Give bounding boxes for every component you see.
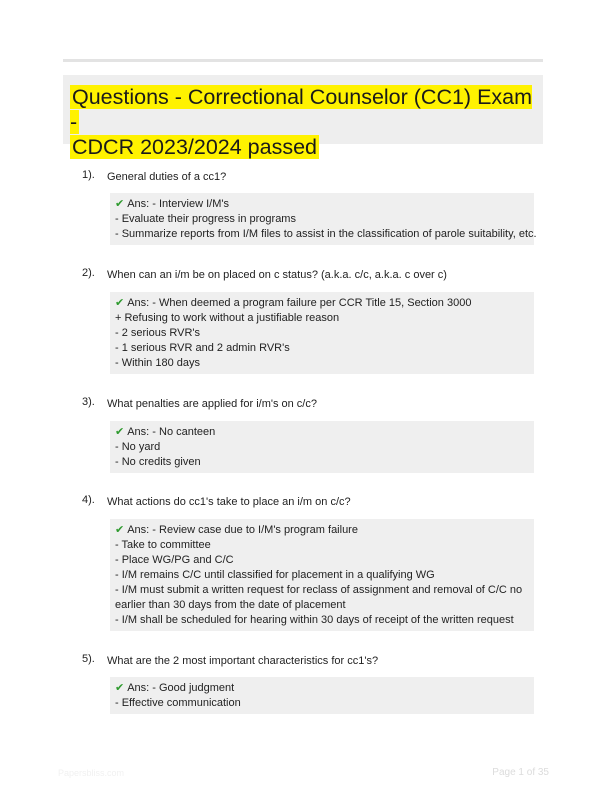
- question-text: When can an i/m be on placed on c status? (a.k.a. c/c, a.k.a. c over c): [107, 269, 447, 281]
- checkmark-icon: ✔: [115, 681, 125, 694]
- question-text: General duties of a cc1?: [107, 171, 227, 183]
- answer-line: - 2 serious RVR's: [115, 327, 201, 339]
- answer-line: + Refusing to work without a justifiable reason: [115, 312, 340, 324]
- title-line-1: Questions - Correctional Counselor (CC1) Exam -: [70, 85, 533, 134]
- answer-line: - No credits given: [115, 456, 201, 468]
- answer-box: [110, 519, 534, 631]
- answer-line: ✔ Ans: - When deemed a program failure per CCR Title 15, Section 3000: [115, 296, 472, 309]
- page-number: Page 1 of 35: [492, 767, 549, 778]
- answer-line: ✔ Ans: - Interview I/M's: [115, 197, 229, 210]
- checkmark-icon: ✔: [115, 296, 125, 309]
- answer-line: - No yard: [115, 441, 161, 453]
- top-divider: [63, 59, 543, 62]
- answer-line: - Place WG/PG and C/C: [115, 554, 234, 566]
- question-text: What penalties are applied for i/m's on c/c?: [107, 398, 317, 410]
- title-line-2: CDCR 2023/2024 passed: [72, 135, 318, 159]
- page-title: [70, 85, 540, 160]
- footer-site: Papersbliss.com: [58, 768, 125, 778]
- question-text: What are the 2 most important characteristics for cc1's?: [107, 655, 379, 667]
- question-number: 4).: [82, 494, 95, 506]
- checkmark-icon: ✔: [115, 197, 125, 210]
- answer-line: - Effective communication: [115, 697, 241, 709]
- answer-line: - Take to committee: [115, 539, 211, 551]
- answer-line: - Evaluate their progress in programs: [115, 213, 296, 225]
- answer-box: [110, 677, 534, 714]
- answer-line: - Within 180 days: [115, 357, 200, 369]
- question-number: 2).: [82, 267, 95, 279]
- checkmark-icon: ✔: [115, 425, 125, 438]
- checkmark-icon: ✔: [115, 523, 125, 536]
- answer-line: - I/M shall be scheduled for hearing within 30 days of receipt of the written request: [115, 614, 514, 626]
- answer-line: ✔ Ans: - Good judgment: [115, 681, 235, 694]
- answer-line: - Summarize reports from I/M files to assist in the classification of parole suitability, etc.: [115, 228, 537, 240]
- question-text: What actions do cc1's take to place an i/m on c/c?: [107, 496, 351, 508]
- answer-line: - I/M must submit a written request for reclass of assignment and removal of C/C no earlier than 30 days from the date of placement: [115, 584, 523, 611]
- answer-line: - I/M remains C/C until classified for placement in a qualifying WG: [115, 569, 435, 581]
- answer-line: ✔ Ans: - Review case due to I/M's program failure: [115, 523, 358, 536]
- question-number: 5).: [82, 653, 95, 665]
- answer-line: - 1 serious RVR and 2 admin RVR's: [115, 342, 290, 354]
- answer-line: ✔ Ans: - No canteen: [115, 425, 216, 438]
- question-number: 3).: [82, 396, 95, 408]
- answer-box: [110, 292, 534, 374]
- answer-box: [110, 193, 537, 245]
- question-number: 1).: [82, 169, 95, 181]
- answer-box: [110, 421, 534, 473]
